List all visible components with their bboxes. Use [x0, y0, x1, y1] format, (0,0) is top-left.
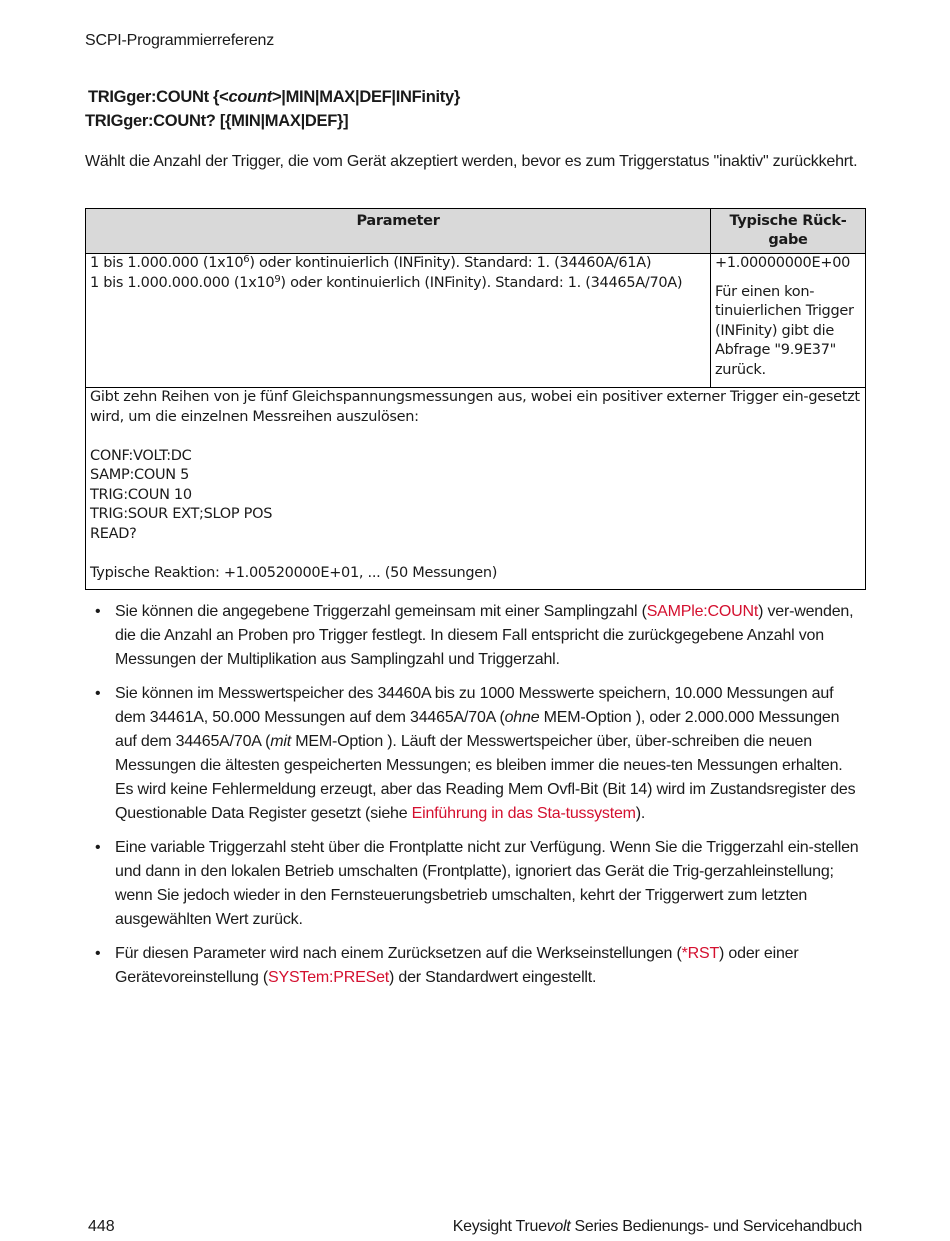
- emphasis: volt: [546, 1218, 571, 1235]
- table-header-row: [86, 209, 866, 254]
- emphasis: mit: [270, 733, 291, 750]
- text: MEM-Option ), oder 2.000.000 Messungen auf dem 34465A/70A (: [115, 709, 840, 750]
- list-item: [95, 942, 865, 990]
- example-intro: Gibt zehn Reihen von je fünf Gleichspannungsmessungen aus, wobei ein positiver externer Trigger ein-gesetzt wird, um die einzelnen Messreihen auszulösen:: [90, 389, 860, 425]
- text: Keysight True: [452, 1218, 547, 1235]
- parameter-cell: [86, 254, 711, 388]
- syntax-options: >|MIN|MAX|DEF|INFinity}: [271, 88, 460, 106]
- text: ) oder kontinuierlich (INFinity). Standard: 1. (34465A/70A): [280, 274, 683, 291]
- example-response: Typische Reaktion: +1.00520000E+01, ... (50 Messungen): [90, 564, 498, 581]
- example-cell: [86, 388, 866, 590]
- text: 1 bis 1.000.000.000 (1x10: [90, 274, 275, 291]
- text: Sie können im Messwertspeicher des 34460A bis zu 1000 Messwerte speichern, 10.000 Messungen auf dem 34461A, 50.000 Messungen auf dem 34465A/70A (: [115, 685, 834, 726]
- parameter-range-line-1: [90, 254, 706, 274]
- parameter-range-line-2: [90, 274, 706, 294]
- table-row: [86, 254, 866, 388]
- page-number: 448: [88, 1218, 115, 1235]
- return-cell: [711, 254, 866, 388]
- text: ) oder kontinuierlich (INFinity). Standard: 1. (34460A/61A): [249, 255, 652, 271]
- table-row-example: [86, 388, 866, 590]
- exponent: 6: [243, 254, 250, 265]
- syntax-arg: count: [228, 88, 272, 106]
- list-item: [95, 682, 865, 826]
- return-value: +1.00000000E+00: [715, 255, 851, 271]
- text: ).: [635, 805, 646, 822]
- link-sample-count[interactable]: SAMPle:COUNt: [646, 603, 759, 620]
- example-code-line: TRIG:SOUR EXT;SLOP POS: [90, 506, 273, 522]
- exponent: 9: [274, 273, 281, 285]
- text: Series Bedienungs- und Servicehandbuch: [570, 1218, 862, 1235]
- link-status-system[interactable]: Einführung in das Sta-tussystem: [411, 805, 636, 822]
- link-system-preset[interactable]: SYSTem:PRESet: [268, 969, 390, 986]
- text: ) oder einer Gerätevoreinstellung (: [115, 945, 799, 986]
- return-note: Für einen kon-tinuierlichen Trigger (INFinity) gibt die Abfrage "9.9E37" zurück.: [715, 283, 854, 378]
- header-return: Typische Rück-gabe: [711, 209, 866, 254]
- list-item: [95, 600, 865, 672]
- running-header: SCPI-Programmierreferenz: [85, 32, 275, 49]
- text: Für diesen Parameter wird nach einem Zurücksetzen auf die Werkseinstellungen (: [115, 945, 682, 962]
- book-title: [453, 1218, 862, 1236]
- text: MEM-Option ). Läuft der Messwertspeicher über, über-schreiben die neuen Messungen die ältesten gespeicherten Messungen; es bleiben immer die neues-ten Messungen erhalten. Es wird keine Fehlermeldung erzeugt, aber das Reading Mem Ovfl-Bit (Bit 14) wird im Zustandsregister des Questionable Data Register gesetzt (siehe: [115, 733, 856, 822]
- command-syntax: [85, 85, 460, 133]
- intro-paragraph: Wählt die Anzahl der Trigger, die vom Gerät akzeptiert werden, bevor es zum Triggerstatus "inaktiv" zurückkehrt.: [85, 153, 858, 170]
- example-code-line: CONF:VOLT:DC: [90, 447, 192, 464]
- example-code-line: SAMP:COUN 5: [90, 467, 190, 483]
- parameter-table: [85, 208, 866, 590]
- spacer: [90, 427, 861, 447]
- example-code-line: TRIG:COUN 10: [90, 486, 192, 503]
- text: 1 bis 1.000.000 (1x10: [90, 255, 244, 271]
- text: Sie können die angegebene Triggerzahl gemeinsam mit einer Samplingzahl (: [115, 603, 647, 620]
- syntax-cmd: TRIGger:COUNt {<: [88, 88, 229, 106]
- text: ) der Standardwert eingestellt.: [389, 969, 597, 986]
- syntax-set-form: [85, 85, 460, 109]
- syntax-query-form: TRIGger:COUNt? [{MIN|MAX|DEF}]: [85, 112, 349, 130]
- header-parameter: Parameter: [86, 209, 711, 254]
- link-rst[interactable]: *RST: [681, 945, 720, 962]
- example-code-line: READ?: [90, 525, 137, 542]
- emphasis: ohne: [504, 709, 540, 726]
- list-item: • Eine variable Triggerzahl steht über die Frontplatte nicht zur Verfügung. Wenn Sie die Triggerzahl ein-stellen und dann in den lokalen Betrieb umschalten (Frontplatte), ignoriert das Gerät die Trig-gerzahleinstellung; wenn Sie jedoch wieder in den Fernsteuerungsbetrieb umschalten, kehrt der Triggerwert zum letzten ausgewählten Wert zurück.: [95, 836, 865, 932]
- spacer: [90, 544, 861, 564]
- text: ) ver-wenden, die die Anzahl an Proben pro Trigger festlegt. In diesem Fall entspricht die zurückgegebene Anzahl von Messungen der Multiplikation aus Samplingzahl und Triggerzahl.: [115, 603, 854, 668]
- notes-list: [95, 600, 865, 1000]
